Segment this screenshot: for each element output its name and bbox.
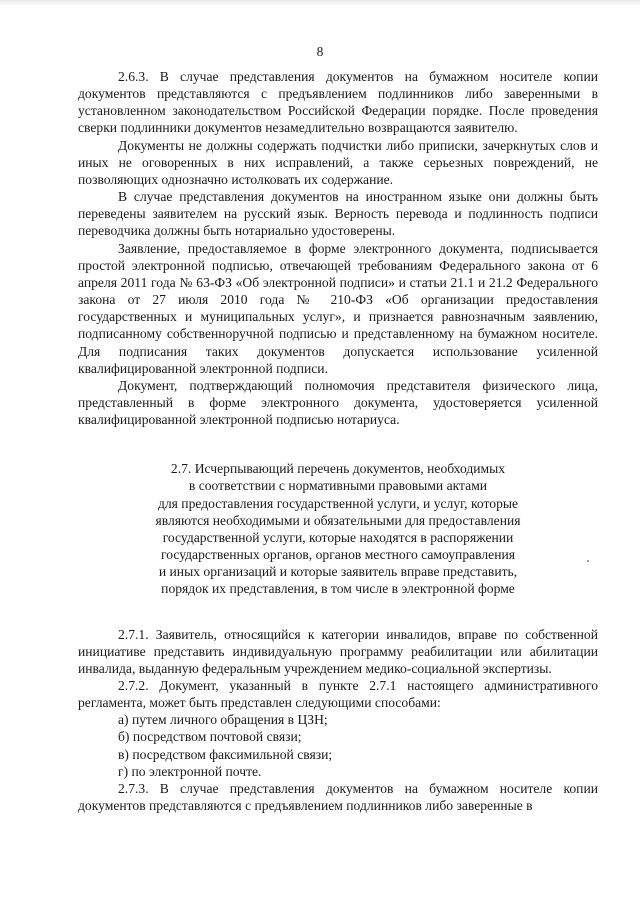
scan-speck xyxy=(587,560,589,562)
paragraph-representative-authority: Документ, подтверждающий полномочия представителя физического лица, представленный в форме электронного документа, удостоверяется усиленной квалифицированной электронной подписью нотариуса. xyxy=(78,377,598,428)
paragraph-foreign-language: В случае представления документов на иностранном языке они должны быть переведены заявителем на русский язык. Верность перевода и подлинность подписи переводчика должны быть нотариально удостоверены. xyxy=(78,189,598,239)
paragraph-no-corrections: Документы не должны содержать подчистки либо приписки, зачеркнутых слов и иных не оговоренных в них исправлений, а также серьезных повреждений, не позволяющих однозначно истолковать их содержание. xyxy=(78,137,598,187)
page-number: 8 xyxy=(316,44,324,59)
paragraph-2-7-2: 2.7.2. Документ, указанный в пункте 2.7.1 настоящего административного регламента, может быть представлен следующими способами: xyxy=(78,678,598,711)
list-item: в) посредством факсимильной связи; xyxy=(118,746,333,762)
scan-edge xyxy=(0,0,640,6)
heading-line: в соответствии с нормативными правовыми актами xyxy=(188,478,488,494)
heading-line: государственной услуги, которые находятся в распоряжении xyxy=(162,529,514,545)
heading-line: и иных организаций и которые заявитель вправе представить, xyxy=(158,564,518,580)
list-item: г) по электронной почте. xyxy=(118,763,262,779)
section-heading-2-7 xyxy=(78,460,598,597)
heading-line: являются необходимыми и обязательными для предоставления xyxy=(155,512,521,528)
heading-line: 2.7. Исчерпывающий перечень документов, необходимых xyxy=(170,461,506,477)
list-item: б) посредством почтовой связи; xyxy=(118,729,302,745)
paragraph-2-7-3: 2.7.3. В случае представления документов на бумажном носителе копии документов представляются с предъявлением подлинников либо заверенные в xyxy=(78,780,598,814)
heading-line: для предоставления государственной услуги, и услуг, которые xyxy=(157,495,519,511)
document-body xyxy=(78,68,598,814)
heading-line: государственных органов, органов местного самоуправления xyxy=(160,547,516,563)
list-item: а) путем личного обращения в ЦЗН; xyxy=(118,712,328,728)
paragraph-electronic-application: Заявление, предоставляемое в форме электронного документа, подписывается простой электронной подписью, отвечающей требованиям Федерального закона от 6 апреля 2011 года № 63-ФЗ «Об электронной подписи» и статьи 21.1 и 21.2 Федерального закона от 27 июля 2010 года № 210-ФЗ «Об организации предоставления государственных и муниципальных услуг», и признается равнозначным заявлению, подписанному собственноручной подписью и представленному на бумажном носителе. Для подписания таких документов допускается использование усиленной квалифицированной электронной подписи. xyxy=(78,240,598,376)
paragraph-2-6-3: 2.6.3. В случае представления документов на бумажном носителе копии документов представляются с предъявлением подлинников либо заверенными в установленном законодательством Российской Федерации порядке. После проведения сверки подлинники документов незамедлительно возвращаются заявителю. xyxy=(78,69,598,136)
paragraph-2-7-1: 2.7.1. Заявитель, относящийся к категории инвалидов, вправе по собственной инициативе представить индивидуальную программу реабилитации или абилитации инвалида, выданную федеральным учреждением медико-социальной экспертизы. xyxy=(78,626,598,676)
heading-line: порядок их представления, в том числе в электронной форме xyxy=(161,581,515,597)
